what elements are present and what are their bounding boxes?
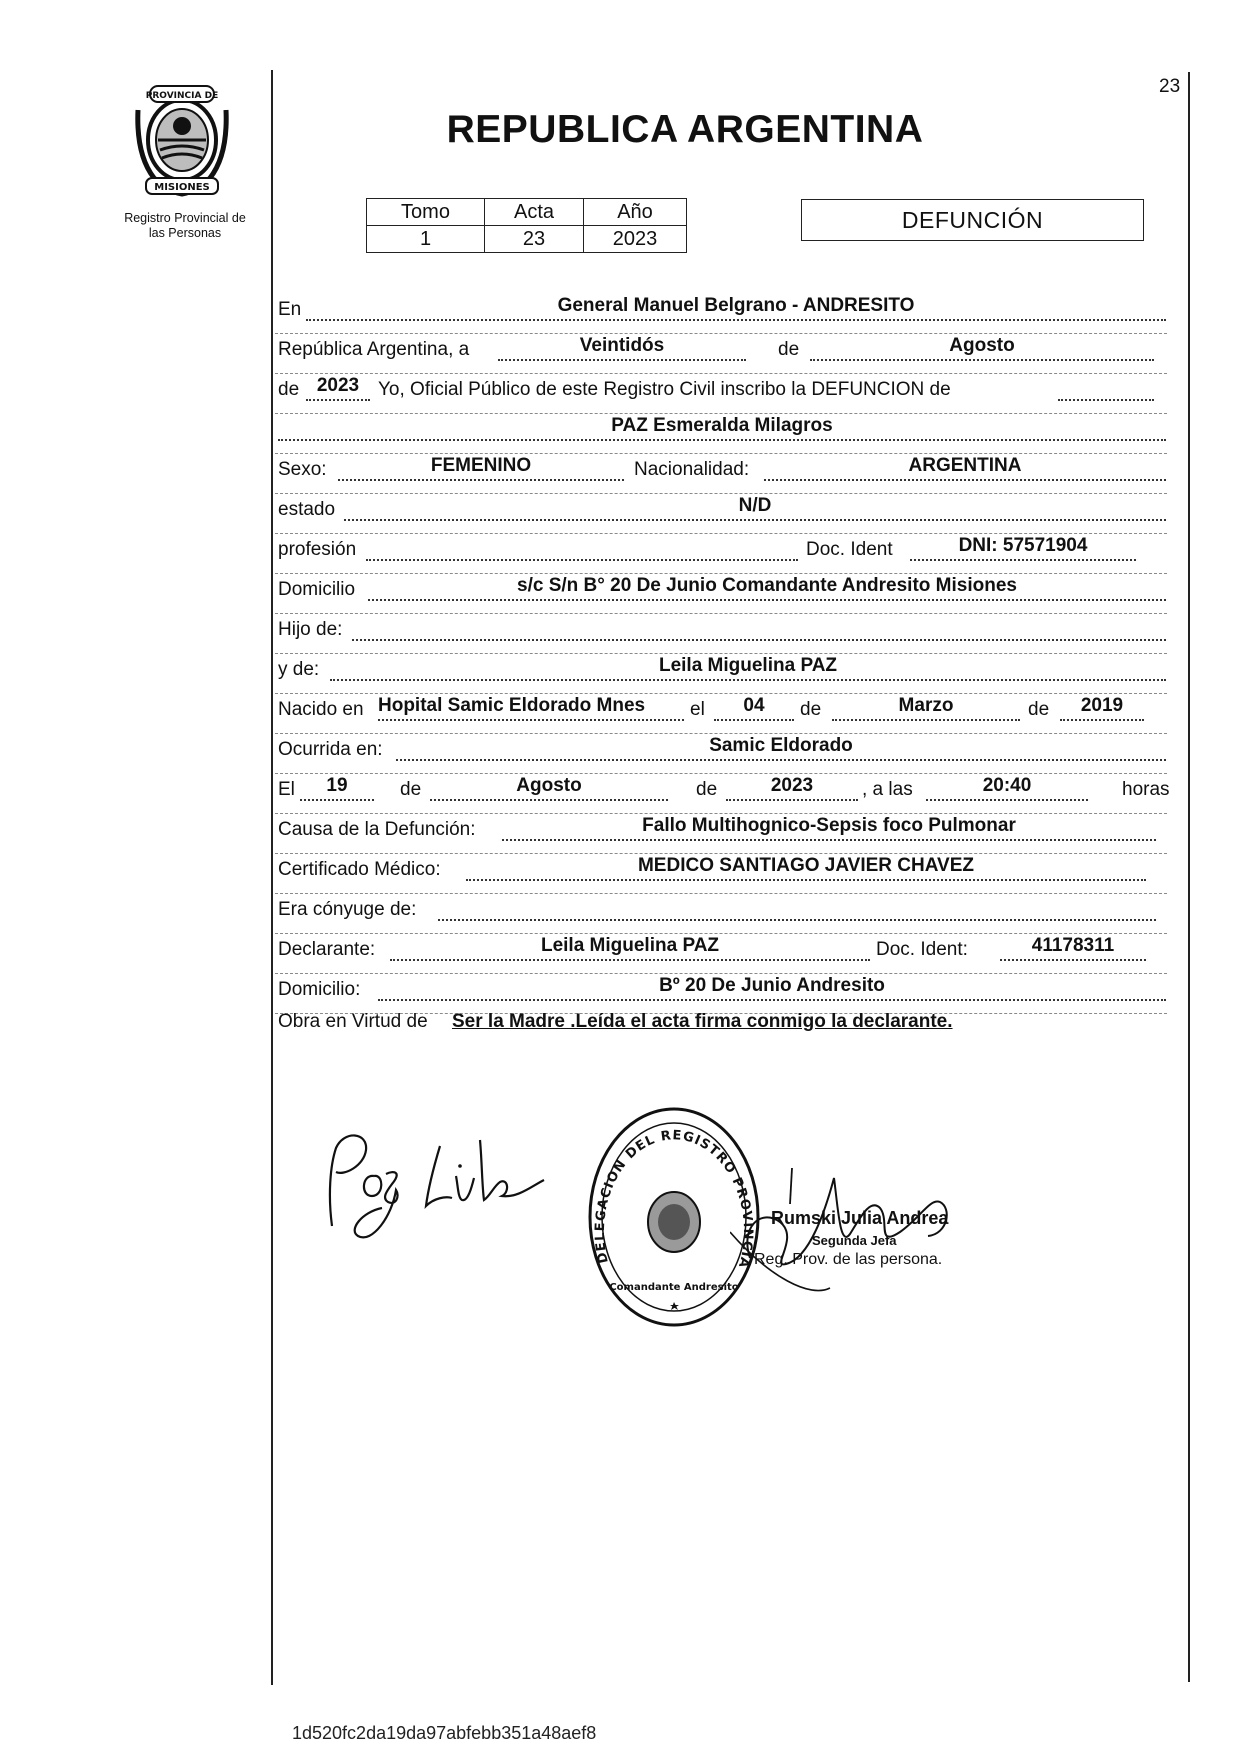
form-row-profesion-doc — [278, 533, 1168, 563]
day-text-field: Veintidós — [498, 335, 746, 361]
form-row-conyuge — [278, 893, 1168, 923]
estado-label: estado — [278, 499, 336, 520]
domicilio2-label: Domicilio: — [278, 979, 361, 1000]
death-time-field: 20:40 — [926, 775, 1088, 801]
hijo-label: Hijo de: — [278, 619, 343, 640]
causa-label: Causa de la Defunción: — [278, 819, 476, 840]
profesion-field — [366, 535, 798, 561]
decl-doc-field: 41178311 — [1000, 935, 1146, 961]
mother-name-field: Leila Miguelina PAZ — [330, 655, 1166, 681]
de-label-2: de — [800, 699, 822, 720]
republica-label: República Argentina, a — [278, 339, 470, 360]
stamp-outer-text: DELEGACION DEL REGISTRO PROVINCIA — [592, 1128, 756, 1271]
document-title: REPUBLICA ARGENTINA — [446, 108, 924, 151]
domicilio2-field: Bº 20 De Junio Andresito — [378, 975, 1166, 1001]
form-row-certificado — [278, 853, 1168, 883]
conyuge-field — [438, 895, 1156, 921]
form-row-domicilio — [278, 573, 1168, 603]
tomo-header: Tomo — [367, 199, 485, 226]
birth-month-field: Marzo — [832, 695, 1020, 721]
obra-value: Ser la Madre .Leída el acta firma conmigo la declarante. — [452, 1011, 953, 1032]
obra-label: Obra en Virtud de — [278, 1011, 428, 1032]
horas-label: horas — [1122, 779, 1170, 800]
registry-caption-line2: las Personas — [148, 226, 222, 240]
official-name: Rumski Julia Andrea — [771, 1208, 949, 1228]
province-seal-logo — [128, 80, 236, 205]
form-row-domicilio-declarante — [278, 973, 1168, 1003]
death-day-field: 19 — [300, 775, 374, 801]
month-text-field: Agosto — [810, 335, 1154, 361]
ocurrida-field: Samic Eldorado — [396, 735, 1166, 761]
estado-field: N/D — [344, 495, 1166, 521]
el-label: el — [690, 699, 705, 720]
record-id-table — [366, 198, 687, 253]
nacido-label: Nacido en — [278, 699, 364, 720]
sexo-field: FEMENINO — [338, 455, 624, 481]
left-margin-line — [271, 70, 273, 1685]
ocurrida-label: Ocurrida en: — [278, 739, 383, 760]
en-label: En — [278, 299, 302, 320]
death-year-field: 2023 — [726, 775, 858, 801]
acta-header: Acta — [485, 199, 584, 226]
form-row-sex-nationality — [278, 453, 1168, 483]
official-role: Segunda Jefa — [812, 1233, 897, 1248]
birth-year-field: 2019 — [1060, 695, 1144, 721]
form-row-causa — [278, 813, 1168, 843]
stamp-inner-text: Comandante Andresito — [609, 1282, 739, 1293]
profesion-label: profesión — [278, 539, 357, 560]
anio-header: Año — [584, 199, 687, 226]
certificado-field: MEDICO SANTIAGO JAVIER CHAVEZ — [466, 855, 1146, 881]
record-id-header-row — [367, 199, 687, 226]
form-row-birth — [278, 693, 1168, 723]
form-row-year — [278, 373, 1168, 403]
year-prefix-label: de — [278, 379, 300, 400]
doc-ident-label: Doc. Ident — [806, 539, 893, 560]
inscribe-text: Yo, Oficial Público de este Registro Civil inscribo la DEFUNCION de — [378, 379, 951, 400]
de-label-5: de — [696, 779, 718, 800]
acta-value: 23 — [485, 226, 584, 253]
causa-field: Fallo Multihognico-Sepsis foco Pulmonar — [502, 815, 1156, 841]
official-org: Reg. Prov. de las persona. — [754, 1251, 943, 1268]
declarante-label: Declarante: — [278, 939, 376, 960]
de-label-4: de — [400, 779, 422, 800]
registry-caption-line1: Registro Provincial de — [124, 211, 246, 225]
el2-label: El — [278, 779, 295, 800]
form-row-deceased — [278, 413, 1168, 443]
nacionalidad-label: Nacionalidad: — [634, 459, 750, 480]
conyuge-label: Era cónyuge de: — [278, 899, 417, 920]
form-row-ocurrida — [278, 733, 1168, 763]
form-row-estado — [278, 493, 1168, 523]
decl-doc-label: Doc. Ident: — [876, 939, 968, 960]
nacionalidad-field: ARGENTINA — [764, 455, 1166, 481]
de-label: de — [778, 339, 800, 360]
document-hash: 1d520fc2da19da97abfebb351a48aef8 — [292, 1723, 597, 1743]
page-number: 23 — [1159, 76, 1181, 97]
domicilio-field: s/c S/n B° 20 De Junio Comandante Andresito Misiones — [368, 575, 1166, 601]
form-row-place — [278, 293, 1168, 323]
record-id-value-row — [367, 226, 687, 253]
year-field: 2023 — [306, 375, 370, 401]
certificado-label: Certificado Médico: — [278, 859, 441, 880]
tomo-value: 1 — [367, 226, 485, 253]
death-month-field: Agosto — [430, 775, 668, 801]
domicilio-label: Domicilio — [278, 579, 356, 600]
birth-place-field: Hopital Samic Eldorado Mnes — [378, 695, 684, 721]
hijo-field — [352, 615, 1166, 641]
registry-caption — [100, 211, 270, 241]
sexo-label: Sexo: — [278, 459, 327, 480]
seal-top-text: PROVINCIA DE — [145, 91, 219, 101]
doc-ident-field: DNI: 57571904 — [910, 535, 1136, 561]
seal-bottom-text: MISIONES — [154, 182, 210, 193]
birth-day-field: 04 — [714, 695, 794, 721]
form-row-death-date — [278, 773, 1168, 803]
deceased-name-field: PAZ Esmeralda Milagros — [278, 415, 1166, 441]
form-row-yde — [278, 653, 1168, 683]
declarant-signature — [322, 1126, 572, 1251]
form-row-hijo — [278, 613, 1168, 643]
anio-value: 2023 — [584, 226, 687, 253]
yde-label: y de: — [278, 659, 320, 680]
inscribe-trailing-field — [1058, 375, 1154, 401]
declarante-field: Leila Miguelina PAZ — [390, 935, 870, 961]
de-label-3: de — [1028, 699, 1050, 720]
alas-label: , a las — [862, 779, 913, 800]
record-kind-box: DEFUNCIÓN — [801, 199, 1144, 241]
right-margin-line — [1188, 72, 1190, 1682]
form-row-declarante — [278, 933, 1168, 963]
place-field: General Manuel Belgrano - ANDRESITO — [306, 295, 1166, 321]
form-row-date — [278, 333, 1168, 363]
